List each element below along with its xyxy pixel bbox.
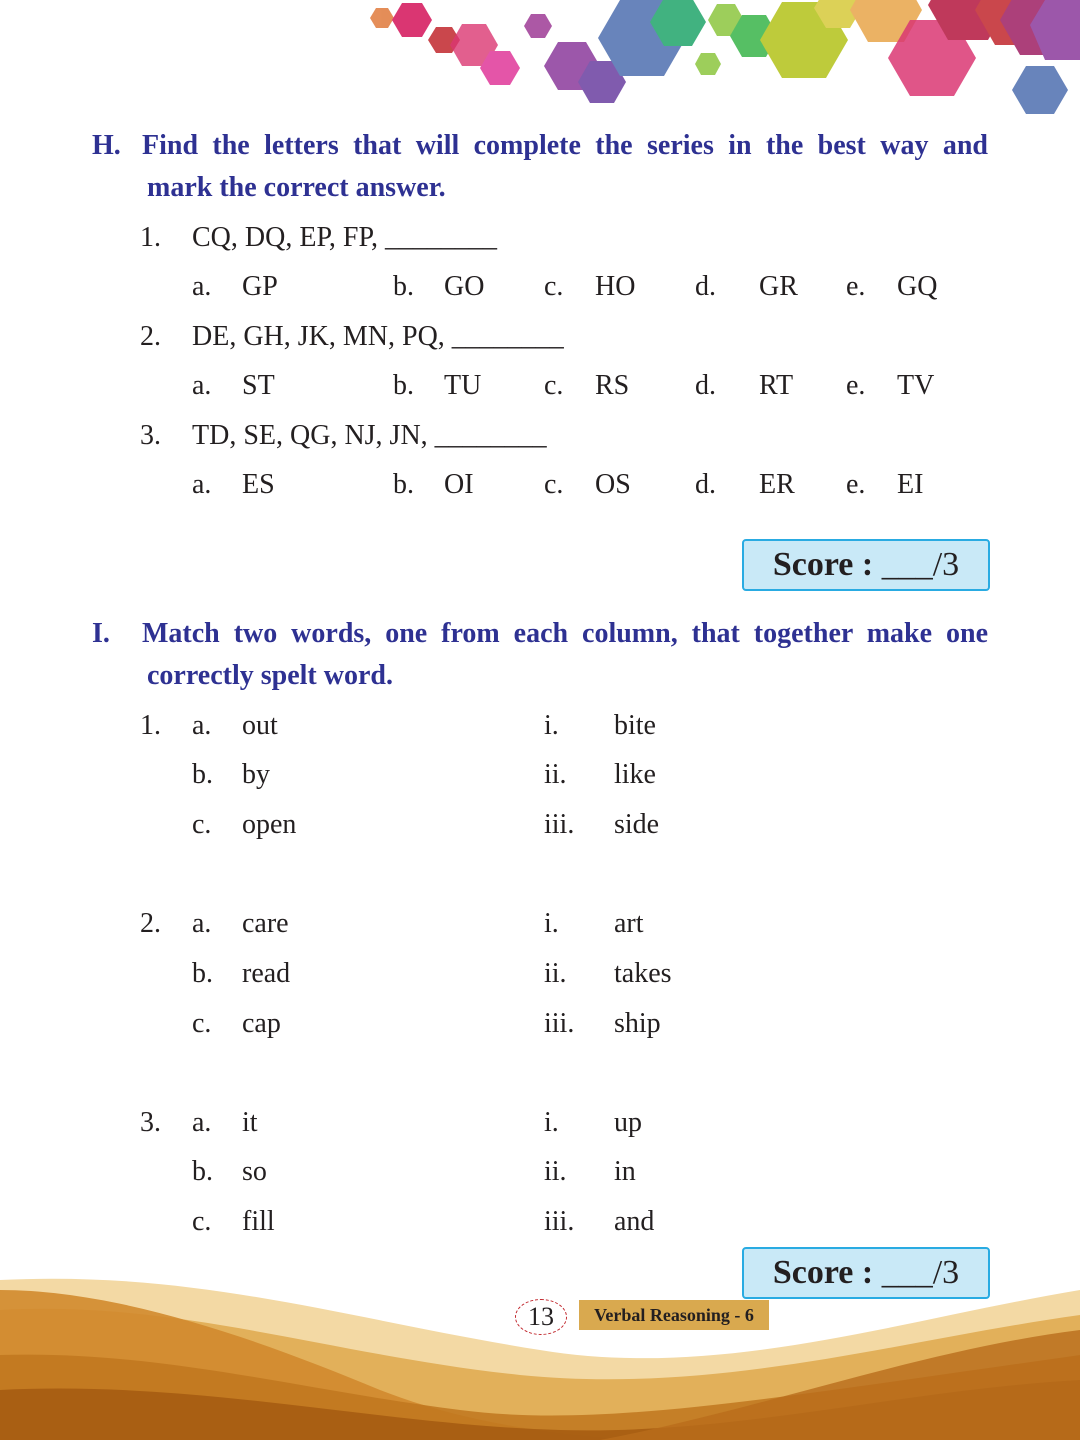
i-g1-row-letter: b. bbox=[192, 759, 213, 790]
i-g3-row-numeral: ii. bbox=[544, 1156, 567, 1187]
i-g3-right-word: up bbox=[614, 1107, 642, 1138]
score-value: ___/3 bbox=[881, 1254, 960, 1291]
h-q2-option-value: RS bbox=[595, 370, 630, 401]
section-h-letter: H. bbox=[92, 130, 121, 161]
i-g3-left-word: so bbox=[242, 1156, 267, 1187]
i-g1-right-word: like bbox=[614, 759, 656, 790]
h-q1-option-value: HO bbox=[595, 271, 636, 302]
i-g2-right-word: ship bbox=[614, 1008, 661, 1039]
i-g1-number: 1. bbox=[140, 710, 161, 741]
i-g3-row-numeral: i. bbox=[544, 1107, 559, 1138]
i-g2-left-word: cap bbox=[242, 1008, 281, 1039]
i-g1-right-word: bite bbox=[614, 710, 656, 741]
book-title-label: Verbal Reasoning - 6 bbox=[579, 1300, 769, 1330]
h-q3-option-label: d. bbox=[695, 469, 716, 500]
i-g3-row-numeral: iii. bbox=[544, 1206, 575, 1237]
h-q3-option-label: c. bbox=[544, 469, 564, 500]
i-g2-row-letter: a. bbox=[192, 908, 212, 939]
section-i-letter: I. bbox=[92, 618, 110, 649]
h-q1-number: 1. bbox=[140, 222, 161, 253]
section-i-heading bbox=[92, 613, 992, 697]
i-g1-row-letter: a. bbox=[192, 710, 212, 741]
i-g1-right-word: side bbox=[614, 809, 660, 840]
h-q2-option-label: e. bbox=[846, 370, 866, 401]
score-value: ___/3 bbox=[881, 546, 960, 583]
h-q3-option-label: e. bbox=[846, 469, 866, 500]
h-q1-option-label: a. bbox=[192, 271, 212, 302]
section-i-instruction-line1: Match two words, one from each column, that together make one bbox=[142, 618, 988, 649]
h-q3-option-value: OI bbox=[444, 469, 474, 500]
h-q3-option-value: OS bbox=[595, 469, 631, 500]
i-g3-row-letter: c. bbox=[192, 1206, 212, 1237]
section-h-score-box bbox=[742, 539, 990, 591]
i-g2-left-word: read bbox=[242, 958, 291, 989]
i-g3-left-word: fill bbox=[242, 1206, 275, 1237]
i-g3-row-letter: b. bbox=[192, 1156, 213, 1187]
i-g3-left-word: it bbox=[242, 1107, 258, 1138]
i-g2-row-letter: b. bbox=[192, 958, 213, 989]
i-g3-row-letter: a. bbox=[192, 1107, 212, 1138]
i-g2-number: 2. bbox=[140, 908, 161, 939]
h-q2-option-value: ST bbox=[242, 370, 275, 401]
h-q1-option-value: GR bbox=[759, 271, 798, 302]
i-g2-row-numeral: iii. bbox=[544, 1008, 575, 1039]
h-q2-option-value: RT bbox=[759, 370, 794, 401]
h-q2-option-value: TU bbox=[444, 370, 482, 401]
i-g2-right-word: takes bbox=[614, 958, 672, 989]
h-q2-option-label: c. bbox=[544, 370, 564, 401]
i-g1-left-word: by bbox=[242, 759, 270, 790]
h-q1-option-value: GQ bbox=[897, 271, 938, 302]
h-q1-option-label: e. bbox=[846, 271, 866, 302]
i-g1-row-numeral: iii. bbox=[544, 809, 575, 840]
h-q2-series: DE, GH, JK, MN, PQ, ________ bbox=[192, 321, 564, 352]
h-q1-option-label: d. bbox=[695, 271, 716, 302]
i-g1-left-word: out bbox=[242, 710, 278, 741]
i-g2-row-letter: c. bbox=[192, 1008, 212, 1039]
section-h-instruction-line1: Find the letters that will complete the series in the best way and bbox=[142, 130, 988, 161]
i-g2-row-numeral: i. bbox=[544, 908, 559, 939]
hexagon-banner-decoration bbox=[0, 0, 1080, 130]
i-g2-row-numeral: ii. bbox=[544, 958, 567, 989]
score-label: Score : bbox=[772, 1254, 874, 1291]
section-i-instruction-line2: correctly spelt word. bbox=[147, 660, 393, 691]
h-q3-option-value: ER bbox=[759, 469, 795, 500]
section-i-score-box bbox=[742, 1247, 990, 1299]
h-q1-option-value: GP bbox=[242, 271, 278, 302]
score-label: Score : bbox=[772, 546, 874, 583]
h-q3-option-value: ES bbox=[242, 469, 275, 500]
i-g3-number: 3. bbox=[140, 1107, 161, 1138]
h-q1-series: CQ, DQ, EP, FP, ________ bbox=[192, 222, 497, 253]
i-g2-left-word: care bbox=[242, 908, 289, 939]
i-g1-row-letter: c. bbox=[192, 809, 212, 840]
h-q1-option-label: c. bbox=[544, 271, 564, 302]
h-q3-option-value: EI bbox=[897, 469, 924, 500]
h-q2-option-value: TV bbox=[897, 370, 935, 401]
i-g1-row-numeral: i. bbox=[544, 710, 559, 741]
section-h-heading bbox=[92, 125, 992, 209]
h-q2-number: 2. bbox=[140, 321, 161, 352]
h-q2-option-label: a. bbox=[192, 370, 212, 401]
i-g3-right-word: and bbox=[614, 1206, 655, 1237]
h-q3-number: 3. bbox=[140, 420, 161, 451]
page-number: 13 bbox=[515, 1299, 567, 1335]
h-q2-option-label: d. bbox=[695, 370, 716, 401]
h-q1-option-label: b. bbox=[393, 271, 414, 302]
h-q3-option-label: a. bbox=[192, 469, 212, 500]
i-g3-right-word: in bbox=[614, 1156, 636, 1187]
i-g1-row-numeral: ii. bbox=[544, 759, 567, 790]
h-q3-option-label: b. bbox=[393, 469, 414, 500]
h-q2-option-label: b. bbox=[393, 370, 414, 401]
section-h-instruction-line2: mark the correct answer. bbox=[147, 172, 446, 203]
h-q1-option-value: GO bbox=[444, 271, 485, 302]
i-g2-right-word: art bbox=[614, 908, 644, 939]
i-g1-left-word: open bbox=[242, 809, 297, 840]
h-q3-series: TD, SE, QG, NJ, JN, ________ bbox=[192, 420, 547, 451]
